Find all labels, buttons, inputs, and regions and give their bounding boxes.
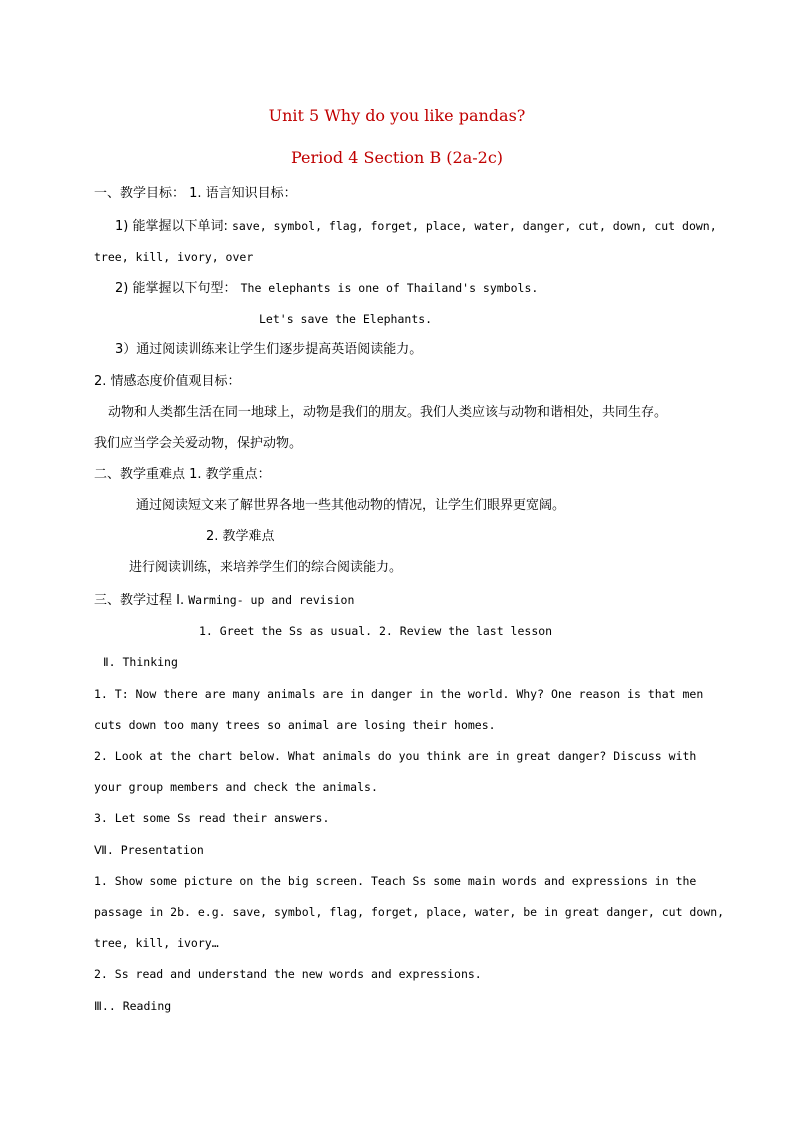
thinking-heading: Ⅱ. Thinking xyxy=(103,655,178,669)
vocab-words-cont: tree, kill, ivory, over xyxy=(94,250,254,264)
pattern-sentence-1: The elephants is one of Thailand's symbols. xyxy=(240,281,539,295)
objectives-heading: 一、教学目标： 1. 语言知识目标： xyxy=(94,186,297,201)
presentation-1c: tree, kill, ivory… xyxy=(94,936,219,950)
process-heading xyxy=(94,590,354,611)
difficulty-heading: 2. 教学难点 xyxy=(206,529,275,544)
thinking-2b: your group members and check the animals. xyxy=(94,780,378,794)
thinking-2a: 2. Look at the chart below. What animals do you think are in great danger? Discuss with xyxy=(94,749,697,763)
presentation-heading: Ⅶ. Presentation xyxy=(94,843,204,857)
warming-up: Warming- up and revision xyxy=(188,593,355,607)
key-points-heading: 二、教学重难点 1. 教学重点： xyxy=(94,467,271,482)
vocab-label: 1) 能掌握以下单词: xyxy=(115,219,232,234)
pattern-sentence-2: Let's save the Elephants. xyxy=(259,312,433,326)
key-points-text: 通过阅读短文来了解世界各地一些其他动物的情况，让学生们眼界更宽阔。 xyxy=(136,498,566,513)
process-label: 三、教学过程 Ⅰ. xyxy=(94,593,189,608)
attitude-text-2: 我们应当学会关爱动物，保护动物。 xyxy=(94,436,303,451)
thinking-1b: cuts down too many trees so animal are losing their homes. xyxy=(94,718,496,732)
vocab-words: save, symbol, flag, forget, place, water, danger, cut, down, cut down, xyxy=(232,219,717,233)
presentation-1a: 1. Show some picture on the big screen. Teach Ss some main words and expressions in the xyxy=(94,874,697,888)
thinking-3: 3. Let some Ss read their answers. xyxy=(94,811,330,825)
doc-subtitle: Period 4 Section B (2a-2c) xyxy=(290,148,504,167)
pattern-line xyxy=(115,278,538,299)
difficulty-text: 进行阅读训练，来培养学生们的综合阅读能力。 xyxy=(129,560,403,575)
attitude-heading: 2. 情感态度价值观目标： xyxy=(94,374,241,389)
doc-title: Unit 5 Why do you like pandas? xyxy=(268,106,526,125)
thinking-1a: 1. T: Now there are many animals are in danger in the world. Why? One reason is that men xyxy=(94,687,704,701)
presentation-1b: passage in 2b. e.g. save, symbol, flag, forget, place, water, be in great danger, cut down, xyxy=(94,905,725,919)
presentation-2: 2. Ss read and understand the new words and expressions. xyxy=(94,967,482,981)
reading-heading: Ⅲ.. Reading xyxy=(94,999,172,1013)
pattern-label: 2) 能掌握以下句型： xyxy=(115,281,241,296)
vocab-line xyxy=(115,216,717,237)
attitude-text-1: 动物和人类都生活在同一地球上，动物是我们的朋友。我们人类应该与动物和谐相处，共同生存。 xyxy=(108,405,668,420)
reading-goal: 3）通过阅读训练来让学生们逐步提高英语阅读能力。 xyxy=(115,342,423,357)
warming-steps: 1. Greet the Ss as usual. 2. Review the last lesson xyxy=(199,624,553,638)
